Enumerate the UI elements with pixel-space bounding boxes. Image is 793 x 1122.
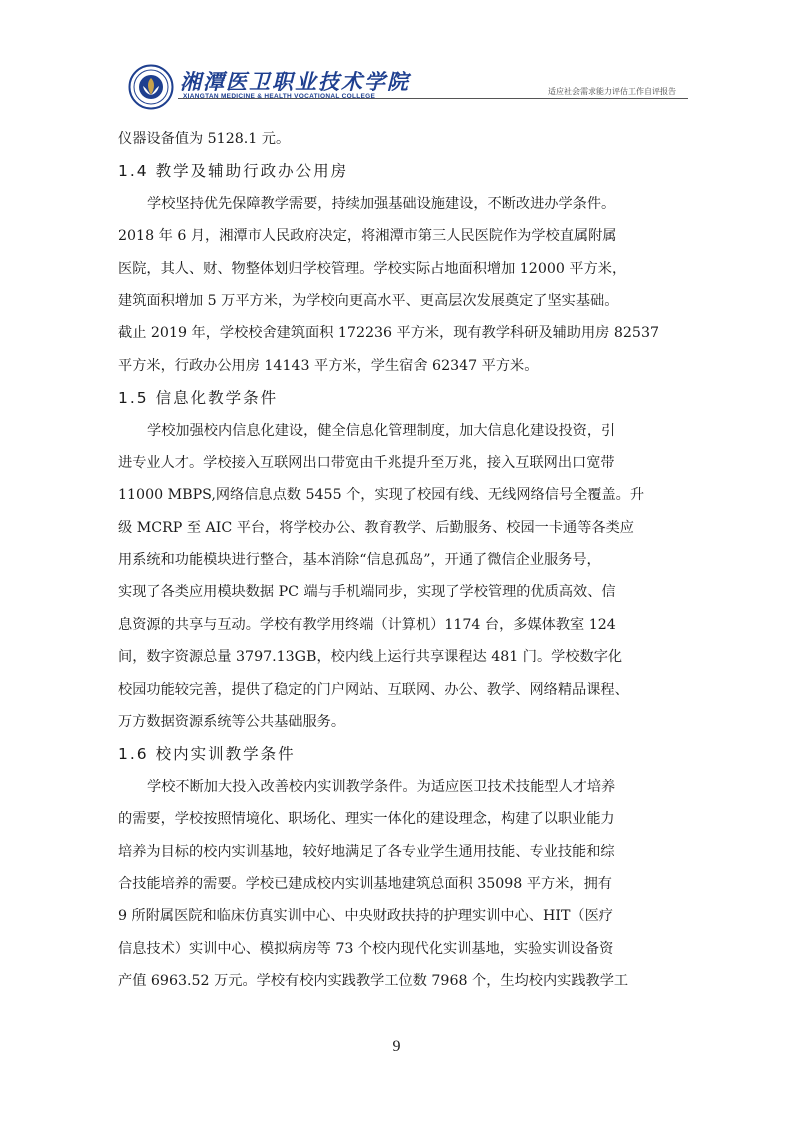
text-line: 医院，其人、财、物整体划归学校管理。学校实际占地面积增加 12000 平方米， [118,260,627,277]
header-divider [178,98,688,99]
text-line: 培养为目标的校内实训基地，较好地满足了各专业学生通用技能、专业技能和综 [118,843,615,860]
text-line: 学校不断加大投入改善校内实训教学条件。为适应医卫技术技能型人才培养 [147,778,616,795]
college-name-cn: 湘潭医卫职业技术学院 [180,69,410,94]
text-line: 学校加强校内信息化建设，健全信息化管理制度，加大信息化建设投资，引 [147,422,616,439]
text-line: 级 MCRP 至 AIC 平台，将学校办公、教育教学、后勤服务、校园一卡通等各类应 [118,519,634,536]
text-line: 进专业人才。学校接入互联网出口带宽由千兆提升至万兆，接入互联网出口宽带 [118,454,615,471]
text-line: 9 所附属医院和临床仿真实训中心、中央财政扶持的护理实训中心、HIT（医疗 [118,908,613,925]
text-line: 校园功能较完善，提供了稳定的门户网站、互联网、办公、教学、网络精品课程、 [118,681,629,698]
body-text [118,123,684,998]
page-number: 9 [392,1038,401,1055]
text-line: 用系统和功能模块进行整合，基本消除“信息孤岛”，开通了微信企业服务号， [118,552,601,569]
text-line: 间，数字资源总量 3797.13GB，校内线上运行共享课程达 481 门。学校数字化 [118,649,623,666]
section-heading-1-6: 1.6 校内实训教学条件 [118,745,296,764]
section-heading-1-4: 1.4 教学及辅助行政办公用房 [118,162,349,181]
college-seal-logo [128,64,174,110]
text-line: 2018 年 6 月，湘潭市人民政府决定，将湘潭市第三人民医院作为学校直属附属 [118,228,617,245]
college-name-en: XIANGTAN MEDICINE & HEALTH VOCATIONAL COLLEGE [183,93,376,100]
text-line: 截止 2019 年，学校校舍建筑面积 172236 平方米，现有教学科研及辅助用房 82537 [118,325,660,342]
text-line: 产值 6963.52 万元。学校有校内实践教学工位数 7968 个，生均校内实践教学工 [118,973,629,990]
report-title: 适应社会需求能力评估工作自评报告 [548,87,676,96]
section-heading-1-5: 1.5 信息化教学条件 [118,389,279,408]
text-line: 学校坚持优先保障教学需要，持续加强基础设施建设，不断改进办学条件。 [147,195,616,212]
text-line: 平方米，行政办公用房 14143 平方米，学生宿舍 62347 平方米。 [118,357,539,374]
text-line: 合技能培养的需要。学校已建成校内实训基地建筑总面积 35098 平方米，拥有 [118,875,612,892]
page-header [128,62,688,112]
text-line: 11000 MBPS,网络信息点数 5455 个，实现了校园有线、无线网络信号全覆盖。升 [118,487,645,504]
text-line: 实现了各类应用模块数据 PC 端与手机端同步，实现了学校管理的优质高效、信 [118,584,616,601]
text-line: 的需要，学校按照情境化、职场化、理实一体化的建设理念，构建了以职业能力 [118,811,615,828]
text-line: 信息技术）实训中心、模拟病房等 73 个校内现代化实训基地，实验实训设备资 [118,940,614,957]
text-line: 万方数据资源系统等公共基础服务。 [118,714,346,731]
text-line: 息资源的共享与互动。学校有教学用终端（计算机）1174 台，多媒体教室 124 [118,616,616,633]
text-line: 建筑面积增加 5 万平方米，为学校向更高水平、更高层次发展奠定了坚实基础。 [118,292,619,309]
text-line: 仪器设备值为 5128.1 元。 [118,131,291,147]
